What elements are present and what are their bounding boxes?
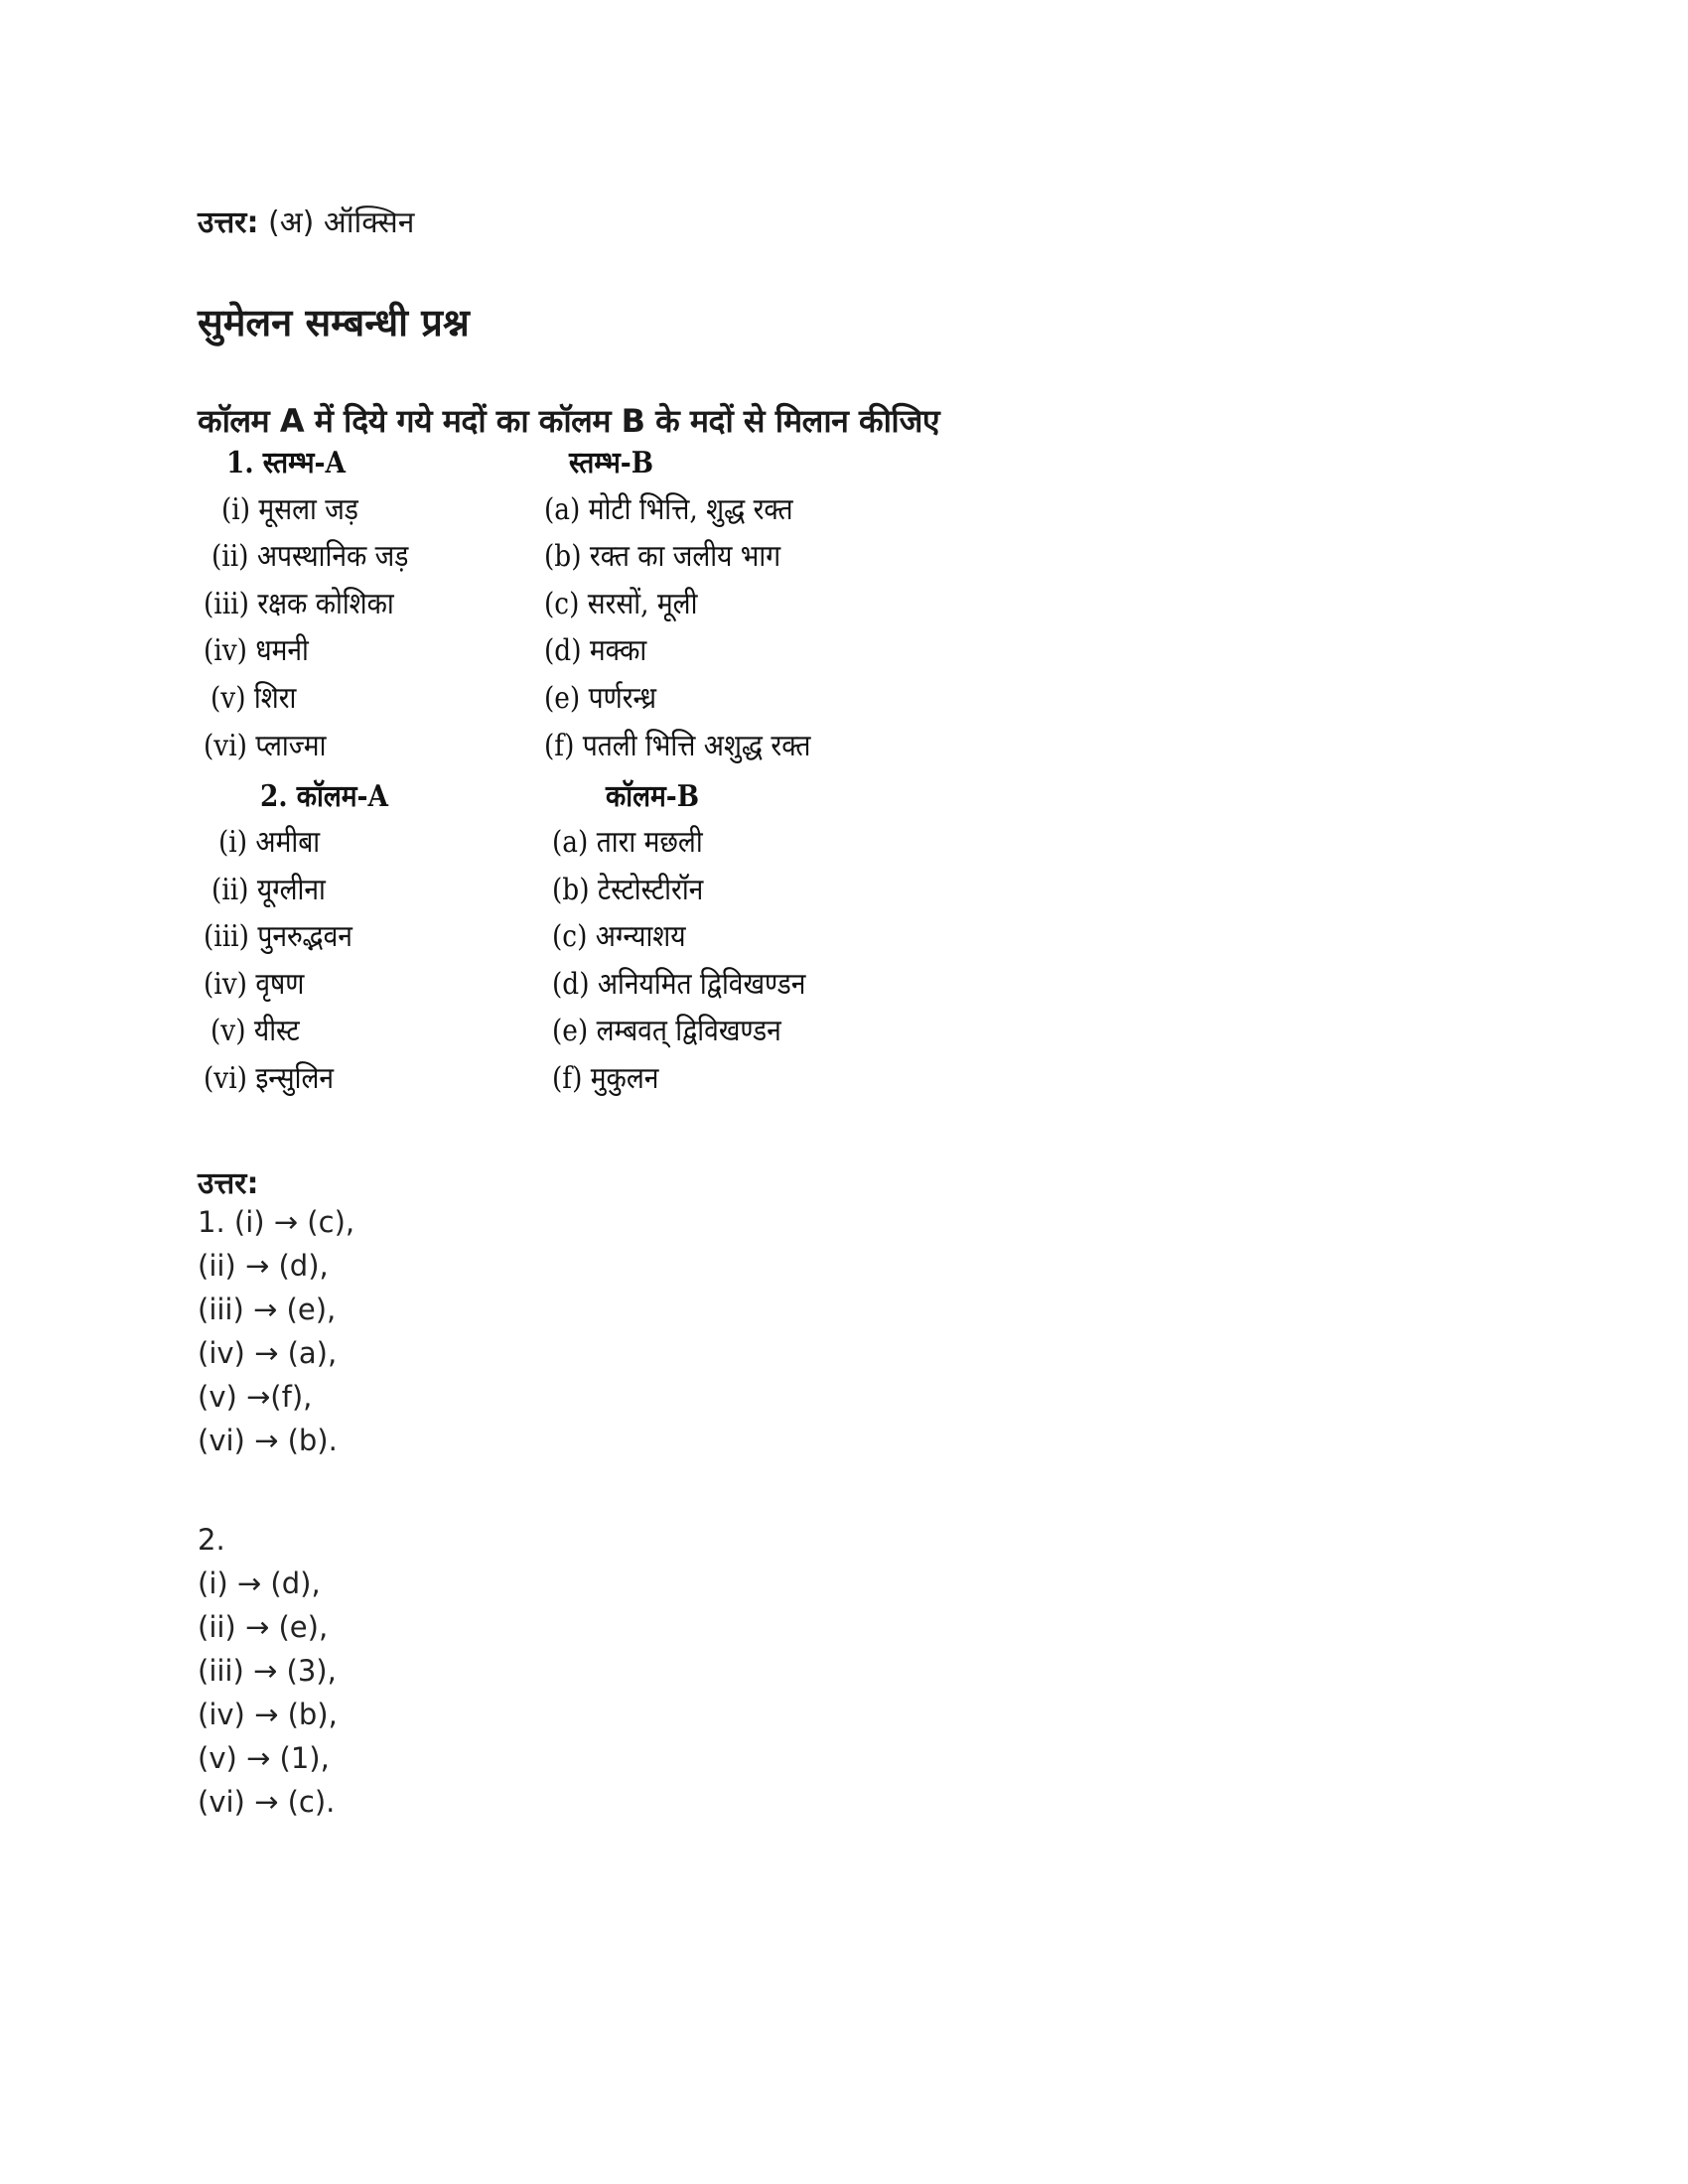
table2-a-item: (vi) इन्सुलिन [204, 1061, 335, 1096]
answer-line: (vi) → (c). [198, 1785, 336, 1819]
table1-header-a: 1. स्तम्भ-A [226, 446, 346, 480]
answer-line: (v) → (1), [198, 1741, 330, 1775]
answer-label: उत्तर: [198, 205, 259, 240]
table2-a-item: (ii) यूग्लीना [211, 873, 326, 907]
answer-line: (iv) → (b), [198, 1698, 338, 1731]
table1-b-item: (e) पर्णरन्ध्र [544, 681, 657, 716]
table1-b-item: (c) सरसों, मूली [544, 587, 698, 621]
table1-b-item: (b) रक्त का जलीय भाग [544, 539, 781, 574]
section-heading: सुमेलन सम्बन्धी प्रश्न [198, 301, 470, 344]
answer-line: (vi) → (b). [198, 1424, 338, 1457]
table1-b-item: (a) मोटी भित्ति, शुद्ध रक्त [544, 492, 793, 527]
table2-a-item: (iii) पुनरुद्भवन [204, 919, 352, 954]
table1-b-item: (f) पतली भित्ति अशुद्ध रक्त [544, 729, 811, 763]
table2-b-item: (c) अग्न्याशय [552, 919, 686, 954]
table1-header-b: स्तम्भ-B [569, 446, 654, 480]
table2-b-item: (e) लम्बवत् द्विविखण्डन [552, 1014, 781, 1048]
answer-line: (v) →(f), [198, 1380, 313, 1414]
table1-a-item: (i) मूसला जड़ [221, 492, 358, 527]
table2-b-item: (f) मुकुलन [552, 1061, 659, 1096]
instruction-text: कॉलम A में दिये गये मदों का कॉलम B के मदों से मिलान कीजिए [198, 402, 940, 440]
table2-a-item: (iv) वृषण [204, 967, 305, 1002]
answer-line: (iii) → (3), [198, 1654, 337, 1688]
table2-b-item: (d) अनियमित द्विविखण्डन [552, 967, 806, 1002]
table2-a-item: (i) अमीबा [218, 825, 321, 860]
table1-a-item: (v) शिरा [211, 681, 297, 716]
table2-a-item: (v) यीस्ट [211, 1014, 300, 1048]
answer-set2-label: 2. [198, 1523, 225, 1557]
answer-line: (i) → (d), [198, 1567, 321, 1600]
table1-a-item: (iv) धमनी [204, 633, 309, 668]
answer-line: (ii) → (d), [198, 1249, 329, 1283]
answers-label: उत्तर: [198, 1166, 259, 1201]
table2-header-b: कॉलम-B [606, 779, 700, 814]
answer-line: (ii) → (e), [198, 1610, 329, 1644]
table2-b-item: (b) टेस्टोस्टीरॉन [552, 873, 704, 907]
answer-line: 1. (i) → (c), [198, 1205, 355, 1239]
answer-line: (iii) → (e), [198, 1293, 337, 1326]
previous-answer [198, 201, 414, 241]
table1-a-item: (iii) रक्षक कोशिका [204, 587, 394, 621]
answer-text: (अ) ऑक्सिन [267, 205, 415, 240]
table1-a-item: (vi) प्लाज्मा [204, 729, 327, 763]
table1-b-item: (d) मक्का [544, 633, 647, 668]
answer-line: (iv) → (a), [198, 1336, 338, 1370]
table1-a-item: (ii) अपस्थानिक जड़ [211, 539, 409, 574]
table2-b-item: (a) तारा मछली [552, 825, 703, 860]
table2-header-a: 2. कॉलम-A [260, 779, 389, 814]
